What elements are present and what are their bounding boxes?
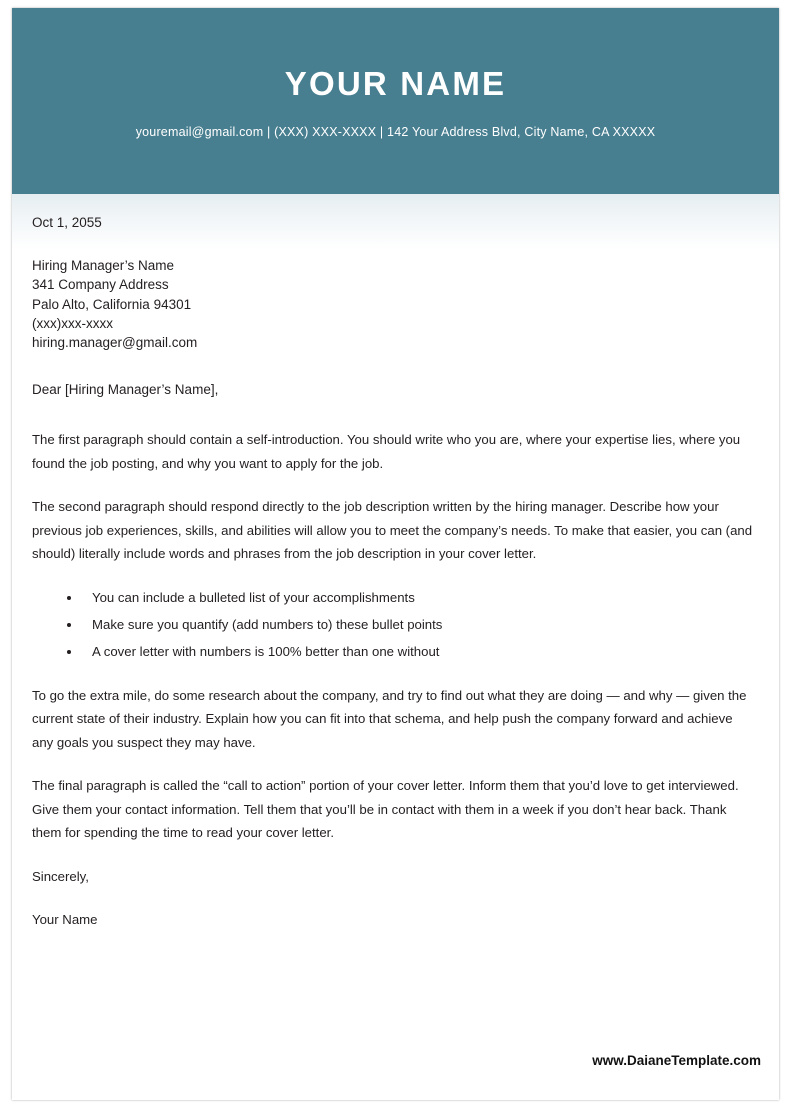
list-item: • A cover letter with numbers is 100% better than one without bbox=[82, 640, 754, 664]
closing-line: Sincerely, bbox=[32, 868, 89, 884]
recipient-address: 341 Company Address bbox=[32, 277, 169, 293]
recipient-city-state-zip: Palo Alto, California 94301 bbox=[32, 296, 192, 312]
recipient-email: hiring.manager@gmail.com bbox=[32, 335, 198, 351]
list-item: • Make sure you quantify (add numbers to) these bullet points bbox=[82, 613, 754, 637]
header-fade-strip bbox=[12, 194, 779, 250]
watermark: www.DaianeTemplate.com bbox=[592, 1053, 761, 1068]
recipient-block bbox=[32, 256, 197, 352]
closing-block bbox=[32, 865, 754, 932]
body-paragraph-2: The second paragraph should respond directly to the job description written by the hiring manager. Describe how your previous job experiences, skills, and abilities will allow you to meet the company’s needs. To make that easier, you can (and should) literally include words and phrases from the job description in your cover letter. bbox=[32, 499, 753, 561]
signature-name: Your Name bbox=[32, 912, 98, 927]
header-banner bbox=[12, 8, 779, 194]
page-title: YOUR NAME bbox=[284, 65, 507, 102]
recipient-phone: (xxx)xxx-xxxx bbox=[32, 315, 113, 331]
body-paragraph-1: The first paragraph should contain a self-introduction. You should write who you are, where your expertise lies, where you found the job posting, and why you want to apply for the job. bbox=[32, 432, 741, 471]
letter-body bbox=[32, 428, 754, 952]
contact-line: youremail@gmail.com | (XXX) XXX-XXXX | 142 Your Address Blvd, City Name, CA XXXXX bbox=[135, 125, 656, 139]
document-page bbox=[12, 8, 779, 1100]
body-paragraph-3: To go the extra mile, do some research about the company, and try to find out what they are doing — and why — given the current state of their industry. Explain how you can fit into that schema, and help push the company forward and achieve any goals you suspect they may have. bbox=[32, 687, 747, 750]
body-paragraph-4: The final paragraph is called the “call to action” portion of your cover letter. Inform them that you’d love to get interviewed. Give them your contact information. Tell them that you’ll be in contact with them in a week if you don’t hear back. Thank them for spending the time to read your cover letter. bbox=[32, 778, 739, 840]
recipient-name: Hiring Manager’s Name bbox=[32, 258, 175, 273]
letter-date: Oct 1, 2055 bbox=[32, 215, 102, 230]
salutation: Dear [Hiring Manager’s Name], bbox=[32, 382, 219, 397]
accomplishments-list bbox=[32, 586, 754, 664]
list-item: • You can include a bulleted list of your accomplishments bbox=[82, 586, 754, 610]
